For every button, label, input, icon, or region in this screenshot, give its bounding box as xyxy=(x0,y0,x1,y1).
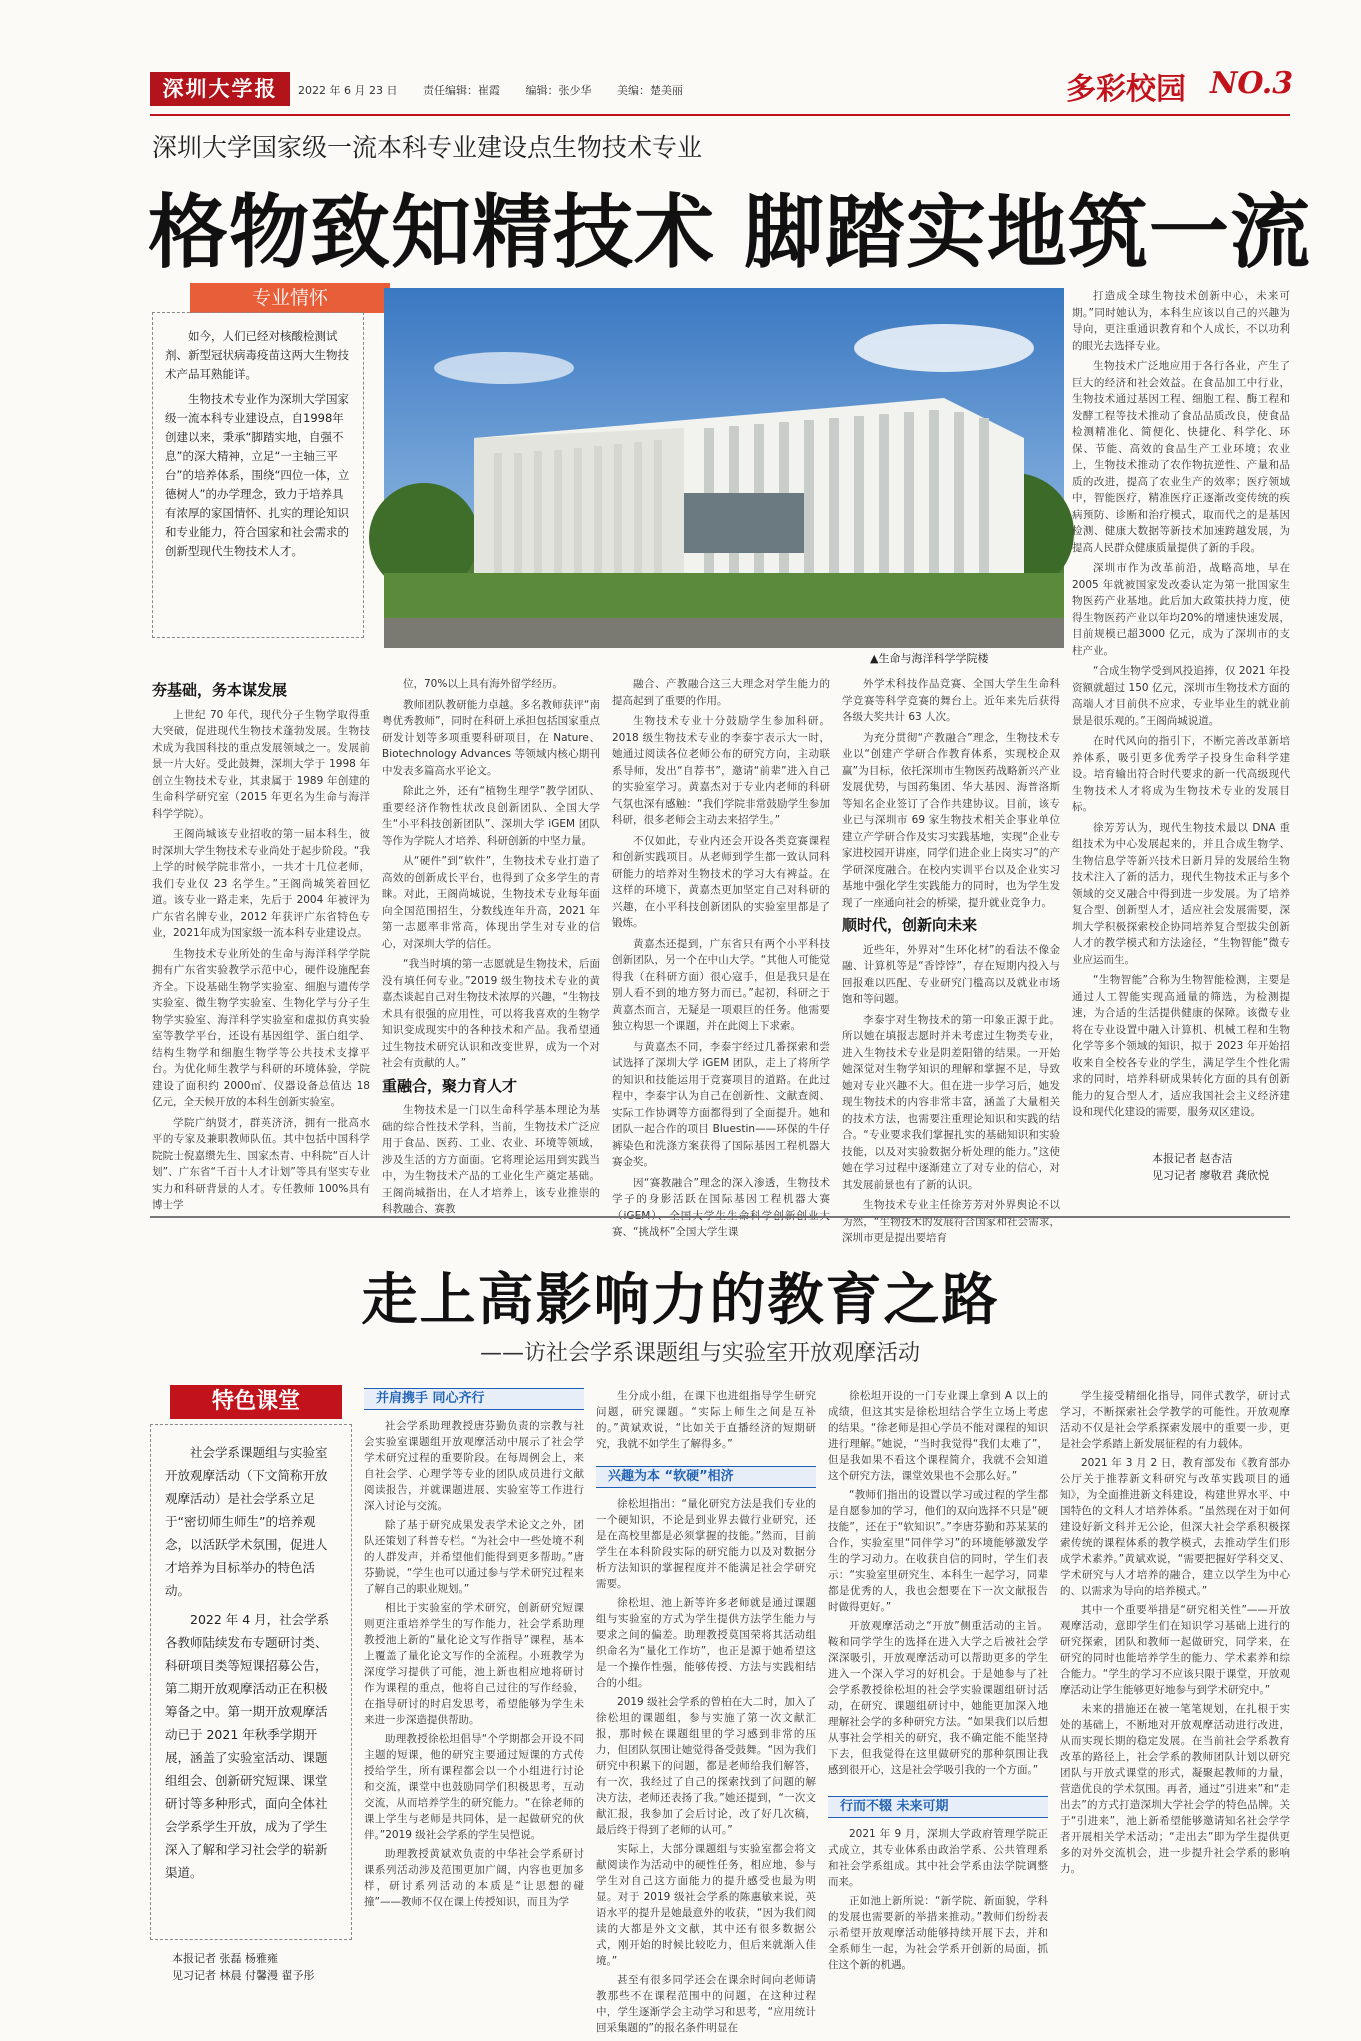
paragraph: 与黄嘉杰不同，李泰宇经过几番探索和尝试选择了深圳大学 iGEM 团队，走上了将所学的知识和技能运用于竞赛项目的道路。在此过程中，李泰宇认为自己在创新性、文献查阅、实际工作协调等方面都得到了全面提升。她和团队一起合作的项目 Bluestin——环保的牛仔裤染色和洗涤方案获得了国际基因工程机器大赛金奖。 xyxy=(612,1040,830,1168)
paragraph: 除了基于研究成果发表学术论文之外，团队还策划了科普专栏。“为社会中一些处境不利的人群发声，并希望他们能得到更多帮助。”唐芬勤说，“学生也可以通过参与学术研究过程来了解自己的职业规划。” xyxy=(364,1519,584,1595)
section-divider xyxy=(150,1216,1290,1218)
paragraph: 生物技术是一门以生命科学基本理论为基础的综合性技术学科，当前，生物技术广泛应用于食品、医药、工业、农业、环境等领域，涉及生活的方方面面。它将理论运用到实践当中，为生物技术产品的工业化生产奠定基础。王阁尚城指出，在人才培养上，该专业推崇的科教融合、赛教 xyxy=(382,1104,600,1215)
article1-kicker: 深圳大学国家级一流本科专业建设点生物技术专业 xyxy=(152,133,703,162)
article2-tag: 特色课堂 xyxy=(170,1385,342,1419)
article2-column-1 xyxy=(364,1388,584,1988)
paragraph: 打造成全球生物技术创新中心，未来可期。”同时她认为，本科生应该以自己的兴趣为导向，更注重通识教育和个人成长，不以功利的眼光去选择专业。 xyxy=(1072,290,1290,352)
article1-byline xyxy=(1152,1150,1269,1184)
paragraph: 开放观摩活动之“开放”侧重活动的主旨。鞍和同学学生的选择在进入大学之后被社会学深深吸引，开放观摩活动可以帮助更多的学生进入一个深入学习的好机会。于是她参与了社会学系教授徐松坦的社会学实验课题组研讨活动，在研究、课题组研讨中，她能更加深入地理解社会学的多种研究方法。“如果我们以后想从事社会学相关的研究，我不确定能不能坚持下去，但我觉得在这里做研究的那种氛围让我感到很开心，这是社会学吸引我的一个方面。” xyxy=(828,1620,1048,1776)
paragraph: 生物技术专业主任徐芳芳对外界舆论不以为然，“生物技术的发展符合国家和社会需求，深圳市更是提出要培育 xyxy=(842,1199,1060,1244)
subsection-tag: 并肩携手 同心齐行 xyxy=(364,1388,584,1410)
paragraph: 实际上，大部分课题组与实验室都会将文献阅读作为活动中的硬性任务，相应地，参与学生对自己这方面能力的提升感受也最为明显。对于 2019 级社会学系的陈惠敏来说，英语水平的提升是她最意外的收获，“因为我们阅读的大都是外文文献，其中还有很多数据公式，刚开始的时候比较吃力，但后来就渐入佳境。” xyxy=(596,1843,816,1967)
byline-reporter: 本报记者 赵杏洁 xyxy=(1152,1152,1233,1165)
paragraph: 社会学系助理教授唐芬勤负责的宗教与社会实验室课题组开放观摩活动中展示了社会学学术研究过程的重要阶段。在每周例会上，来自社会学、心理学等专业的团队成员进行文献阅读报告，并就课题进展、实验室等工作进行深入讨论与交流。 xyxy=(364,1420,584,1512)
paragraph: 生分成小组，在课下也进组指导学生研究问题，研究课题。“实际上师生之间是互补的。”黄斌欢说，“比如关于直播经济的短期研究，我就不如学生了解得多。” xyxy=(596,1390,816,1450)
paragraph: 2021 年 9 月，深圳大学政府管理学院正式成立，其专业体系由政治学系、公共管理系和社会学系组成。其中社会学系由法学院调整而来。 xyxy=(828,1828,1048,1888)
paragraph: 其中一个重要举措是“研究相关性”——开放观摩活动，意即学生们在知识学习基础上进行的研究探索，团队和教师一起做研究，同学来，在研究的同时也能培养学生的能力、学术素养和综合能力。“学生的学习不应该只限于课堂，开放观摩活动让学生能够更好地参与到学术研究中。” xyxy=(1060,1604,1290,1696)
paragraph: 助理教授徐松坦倡导“个学期都会开设不同主题的短课，他的研究主要通过短课的方式传授给学生，所有课程都会以一个小组进行讨论和交流，课堂中也鼓励同学们积极思考，互动交流，从而培养学生的研究能力。“在徐老师的课上学生与老师是共同体，是一起做研究的伙伴。”2019 级社会学系的学生吴恺说。 xyxy=(364,1733,584,1841)
article2-column-3 xyxy=(828,1388,1048,1988)
article2-intro-box xyxy=(150,1424,352,1940)
paragraph: 李泰宇对生物技术的第一印象正源于此。所以她在填报志愿时并未考虑过生物类专业，进入生物技术专业是阴差阳错的结果。一开始她深觉对生物学知识的理解和掌握不足，导致她对专业兴趣不大。但在进一步学习后，她发现生物技术的内容非常丰富，涵盖了大量相关的技术方法，也需要注重理论知识和实践的结合。“专业要求我们掌握扎实的基础知识和实验技能，以及对实验数据分析处理的能力。”这使她在学习过程中逐渐建立了对专业的信心，对其发展前景也有了新的认识。 xyxy=(842,1013,1060,1191)
paragraph: 2019 级社会学系的曾柏在大二时，加入了徐松坦的课题组，参与实施了第一次文献汇报，那时候在课题组里的学习感到非常的压力，但团队氛围让她觉得备受鼓舞。“因为我们研究中积累下的问题，都是老师给我们解答，有一次，我经过了自己的探索找到了问题的解决方法，老师还表扬了我。”她还提到，“一次文献汇报，我参加了会后讨论，改了好几次稿，最后终于得到了老师的认可。” xyxy=(596,1696,816,1836)
photo-caption: ▲生命与海洋科学学院楼 xyxy=(870,652,989,665)
paragraph: 正如池上新所说：“新学院、新面貌，学科的发展也需要新的举措来推动。”教师们纷纷表示希望开放观摩活动能够持续开展下去，并和全系师生一起，为社会学系开创新的局面，抓住这个新的机遇。 xyxy=(828,1895,1048,1971)
intro-paragraph: 生物技术专业作为深圳大学国家级一流本科专业建设点，自1998年创建以来，秉承“脚踏实地，自强不息”的深大精神，立足“一主轴三平台”的培养体系，围绕“四位一体，立德树人”的办学理念，致力于培养具有浓厚的家国情怀、扎实的理论知识和专业能力，符合国家和社会需求的创新型现代生物技术人才。 xyxy=(165,392,350,558)
section-name: 多彩校园 xyxy=(1066,72,1186,107)
paragraph: 在时代风向的指引下，不断完善改革新培养体系，吸引更多优秀学子投身生命科学建设。培育输出符合时代要求的新一代高级现代生物技术人才将成为生物技术专业的发展目标。 xyxy=(1072,735,1290,813)
header-rule xyxy=(150,114,1290,116)
article1-intro-box xyxy=(152,312,364,638)
column-text xyxy=(828,1388,1048,1788)
paragraph: 徐松坦、池上新等许多老师就是通过课题组与实验室的方式为学生提供方法学生能力与要求之间的偏差。助理教授莫国荣将其活动组织命名为“量化工作坊”，也正是源于她希望这是一个操作性强，能够传授、方法与实践相结合的小组。 xyxy=(596,1597,816,1689)
copy-editor: 编辑：张少华 xyxy=(525,84,592,97)
column-text xyxy=(364,1418,584,1990)
newspaper-logo: 深圳大学报 xyxy=(150,72,290,106)
article1-column-3 xyxy=(612,676,830,1238)
paragraph: 从“硬件”到“软件”，生物技术专业打造了高效的创新成长平台，也得到了众多学生的青睐。对此，王阁尚城说，生物技术专业每年面向全国范围招生，分数线连年升高，2021 年第一志愿率非常高，体现出学生对专业的信心，对深圳大学的信任。 xyxy=(382,855,600,950)
paragraph: 融合、产教融合这三大理念对学生能力的提高起到了重要的作用。 xyxy=(612,678,830,707)
article1-column-1 xyxy=(152,676,370,1211)
section-heading: 夯基础，务本谋发展 xyxy=(152,681,288,699)
paragraph: 2021 年 3 月 2 日，教育部发布《教育部办公厅关于推荐新文科研究与改革实践项目的通知》，为全面推进新文科建设，构建世界水平、中国特色的文科人才培养体系。“虽然现在对于如何建设好新文科并无公论，但深大社会学系积极探索传统的课程体系的教学模式，去推动学生们形成学术素养。”黄斌欢说，“需要把握好学科交叉、学术研究与人才培养的融合，建立以学生为中心的、以需求为导向的培养模式。” xyxy=(1060,1457,1290,1597)
article1-headline: 格物致知精技术 脚踏实地筑一流 xyxy=(148,185,1311,279)
subsection-tag: 兴趣为本 “软硬”相济 xyxy=(596,1466,816,1488)
paragraph: 助理教授黄斌欢负责的中华社会学系研讨课系列活动涉及范围更加广阔，内容也更加多样，研讨系列活动的本质是“让思想的碰撞”——教师不仅在课上传授知识，而且为学 xyxy=(364,1848,584,1908)
column-text xyxy=(596,1496,816,2034)
paragraph: 徐芳芳认为，现代生物技术最以 DNA 重组技术为中心发展起来的，并且合成生物学、生物信息学等新兴技术日新月异的发展给生物技术注入了新的活力，现代生物技术正与多个领域的交叉融合中得到进一步发展。为了培养复合型、创新型人才，适应社会发展需要，深圳大学积极探索校企协同培养复合型拔尖创新人才的教学模式和方法途径，“生物智能”微专业应运而生。 xyxy=(1072,821,1290,966)
paragraph: “教师们指出的设置以学习或过程的学生都是自愿参加的学习，他们的双向选择不只是“硬技能”，还在于“软知识”。”李唐芬勤和苏某某的合作，实验室里“同伴学习”的环境能够激发学生的学习动力。在收获自信的同时，学生们表示：“实验室里研究生、本科生一起学习，同辈都是优秀的人，我也会想要在下一次文献报告时做得更好。” xyxy=(828,1489,1048,1613)
paragraph: 黄嘉杰还提到，广东省只有两个小平科技创新团队，另一个在中山大学。“其他人可能觉得我（在科研方面）很心寇手，但是我只是在别人看不到的地方努力而已。”起初，科研之于黄嘉杰而言，无疑是一项艰巨的任务。他需要独立构思一个课题，并在此阅上下求索。 xyxy=(612,937,830,1032)
paragraph: 学生接受精细化指导，同伴式教学，研讨式学习，不断探索社会学教学的可能性。开放观摩活动不仅是社会学系探索发展中的重要一步，更是社会学系踏上新发展征程的有力载体。 xyxy=(1060,1390,1290,1450)
byline-reporter: 本报记者 张磊 杨雅雍 xyxy=(172,1952,278,1965)
paragraph: “我当时填的第一志愿就是生物技术，后面没有填任何专业。”2019 级生物技术专业的黄嘉杰谈起自己对生物技术浓厚的兴趣，“生物技术具有很强的应用性，可以将我喜欢的生物学知识变成现实中的各种技术和产品。我希望通过生物技术研究认识和改变世界，成为一个对社会有贡献的人。” xyxy=(382,958,600,1069)
responsible-editor: 责任编辑：崔霞 xyxy=(422,84,500,97)
article2-column-4 xyxy=(1060,1388,1290,1988)
paragraph: “合成生物学受到风投追捧，仅 2021 年投资额就超过 150 亿元，深圳市生物技术方面的高端人才目前供不应求，专业毕业生的就业前景是很乐观的。”王阁尚城说道。 xyxy=(1072,665,1290,727)
byline-intern: 见习记者 林晨 付馨漫 翟予彤 xyxy=(172,1969,315,1982)
paragraph: 未来的措施还在被一笔笔规划，在扎根于实处的基础上，不断地对开放观摩活动进行改进，从而实现长期的稳定发展。在当前社会学系教育改革的路径上，社会学系的教师团队计划以研究团队与开放式课堂的形式，凝聚起教师的力量，营造优良的学术氛围。再者，通过“引进来”和“走出去”的方式打造深圳大学社会学的特色品牌。关于“引进来”，池上新希望能够邀请知名社会学学者开展相关学术活动；“走出去”即为学生提供更多的对外交流机会，进一步提升社会学系的影响力。 xyxy=(1060,1703,1290,1875)
section-heading: 重融合，聚力育人才 xyxy=(382,1076,518,1095)
section-heading: 顺时代，创新向未来 xyxy=(842,916,978,934)
article1-column-5 xyxy=(1072,288,1290,1136)
article1-tag: 专业情怀 xyxy=(190,283,390,313)
paragraph: 为充分贯彻“产教融合”理念，生物技术专业以“创建产学研合作教育体系，实现校企双赢”为目标，依托深圳市生物医药战略新兴产业发展优势，与国药集团、华大基因、海普洛斯等知名企业签订了合作共建协议。目前，该专业已与深圳市 69 家生物技术相关企事业单位建立产学研合作及实习实践基地，实现“企业专家进校园开讲座，同学们进企业上岗实习”的产学研深度融合。在校内实训平台以及企业实习基地中强化学生实践能力的同时，也为学生发现了一座通向社会的桥梁，提升就业竞争力。 xyxy=(842,731,1060,909)
paragraph: 因“赛教融合”理念的深入渗透，生物技术学子的身影活跃在国际基因工程机器大赛（iGEM）、全国大学生生命科学创新创业大赛、“挑战杯”全国大学生课 xyxy=(612,1176,830,1238)
paragraph: 除此之外，还有“植物生理学”教学团队、重要经济作物性状改良创新团队、全国大学生“小平科技创新团队”、深圳大学 iGEM 团队等作为学院人才培养、科研创新的中坚力量。 xyxy=(382,785,600,847)
byline-intern: 见习记者 廖敬君 龚欣悦 xyxy=(1152,1169,1269,1182)
page-number: NO.3 xyxy=(1210,66,1294,101)
paragraph: 徐松坦指出：“量化研究方法是我们专业的一个硬知识，不论是到业界去做行业研究，还是在高校里都是必须掌握的技能。”然而，目前学生在本科阶段实际的研究能力以及对数据分析方法知识的掌握程度并不能满足社会学研究需要。 xyxy=(596,1498,816,1590)
paragraph: 外学术科技作品竞赛、全国大学生生命科学竞赛等科学竞赛的舞台上。近年来先后获得各级大奖共计 63 人次。 xyxy=(842,678,1060,723)
article2-subhead: ——访社会学系课题组与实验室开放观摩活动 xyxy=(480,1341,921,1366)
paragraph: “生物智能”合称为生物智能检测，主要是通过人工智能实现高通量的筛选，为检测提速，为合适的生活提供健康的保障。该微专业将在专业设置中融入计算机、机械工程和生物化学等多个领域的知识，拟于 2023 年开始招收来自全校各专业的学生，满足学生个性化需求的同时，培养科研成果转化方面的具有创新能力的复合型人才，适应我国社会主义经济建设和现代化建设的需要，服务双区建设。 xyxy=(1072,974,1290,1118)
article2-headline: 走上高影响力的教育之路 xyxy=(361,1267,1000,1333)
article2-byline xyxy=(172,1950,315,1984)
paragraph: 近些年，外界对“生环化材”的看法不像金融、计算机等是“香饽饽”，存在短期内投入与回报难以匹配、专业研究门槛高以及就业市场饱和等问题。 xyxy=(842,943,1060,1005)
paragraph: 王阁尚城该专业招收的第一届本科生，彼时深圳大学生物技术专业尚处于起步阶段。“我上学的时候学院非常小，一共才十几位老师，我们专业仅 23 名学生。”王阁尚城笑着回忆道。该专业一路走来，先后于 2004 年被评为广东省名牌专业，2012 年获评广东省特色专业，2021年成为国家级一流本科专业建设点。 xyxy=(152,828,370,939)
art-editor: 美编：楚美丽 xyxy=(616,84,683,97)
paragraph: 教师团队教研能力卓越。多名教师获评“南粤优秀教师”，同时在科研上承担包括国家重点研发计划等多项重要科研项目，在 Nature、Biotechnology Advances 等领域内核心期刊中发表多篇高水平论文。 xyxy=(382,698,600,777)
intro-paragraph: 如今，人们已经对核酸检测试剂、新型冠状病毒疫苗这两大生物技术产品耳熟能详。 xyxy=(165,329,349,381)
masthead-meta xyxy=(298,82,705,98)
subsection-tag: 行而不辍 未来可期 xyxy=(828,1796,1048,1818)
paragraph: 学院广纳贤才，群英济济，拥有一批高水平的专家及兼职教师队伍。其中包括中国科学院院士倪嘉缵先生、国家杰青、中科院“百人计划”、广东省“千百十人才计划”等具有坚实专业实力和科研背景的人才。专任教师 100%具有博士学 xyxy=(152,1116,370,1211)
paragraph: 生物技术专业十分鼓励学生参加科研。2018 级生物技术专业的李泰宇表示大一时，她通过阅读各位老师公布的研究方向，主动联系导师，发出“自荐书”，邀请“前辈”进入自己的实验室学习。黄嘉杰对于专业内老师的科研气氛也深有感触：“我们学院非常鼓励学生参加科研，很多老师会主动去来招学生。” xyxy=(612,715,830,826)
building-photo xyxy=(384,288,1064,648)
paragraph: 生物技术广泛地应用于各行各业，产生了巨大的经济和社会效益。在食品加工中行业，生物技术通过基因工程、细胞工程、酶工程和发酵工程等技术推动了食品品质改良，使食品检测精准化、简便化、快捷化、科学化、环保、节能、高效的食品生产工业环境；农业上，生物技术推动了农作物抗逆性、产量和品质的改进，提高了农业生产的效率；医疗领域中，智能医疗，精准医疗正逐渐改变传统的疾病预防、诊断和治疗模式，取而代之的是基因检测、健康大数据等新技术加速跨越发展，为提高人民群众健康质量提供了新的手段。 xyxy=(1072,360,1290,554)
paragraph: 上世纪 70 年代，现代分子生物学取得重大突破，促进现代生物技术蓬勃发展。生物技术成为我国科技的重点发展领域之一。发展前景一片大好。受此鼓舞，深圳大学于 1998 年创立生物技术专业，其隶属于 1989 年创建的生命科学研究室（2015 年更名为生命与海洋科学学院）。 xyxy=(152,708,370,820)
paragraph: 生物技术专业所处的生命与海洋科学学院拥有广东省实验教学示范中心，硬件设施配套齐全。下设基础生物学实验室、细胞与遗传学实验室、微生物学实验室、生物化学与分子生物学实验室、海洋科学实验室和虚拟仿真实验室等教学平台，还设有基因组学、蛋白组学、结构生物学和细胞生物学等公共技术支撑平台。为优化师生教学与科研的环境体验，学院建设了面积约 2000㎡、仪器设备总值达 18 亿元，全天候开放的本科生创新实验室。 xyxy=(152,947,370,1108)
intro-paragraph: 2022 年 4 月，社会学系各教师陆续发布专题研讨类、科研项目类等短课招募公告，第二期开放观摩活动正在积极筹备之中。第一期开放观摩活动已于 2021 年秋季学期开展，涵盖了实验室活动、课题组组会、创新研究短课、课堂研讨等多种形式，面向全体社会学系学生开放，成为了学生深入了解和学习社会学的崭新渠道。 xyxy=(165,1612,330,1880)
paragraph: 位，70%以上具有海外留学经历。 xyxy=(403,678,563,690)
issue-date: 2022 年 6 月 23 日 xyxy=(298,84,398,97)
paragraph: 深圳市作为改革前沿，战略高地，早在 2005 年就被国家发改委认定为第一批国家生物医药产业基地。此后加大政策扶持力度，使得生物医药产业以年均20%的增速快速发展，目前规模已超3000 亿元，成为了深圳市的支柱产业。 xyxy=(1072,562,1290,657)
article1-column-2 xyxy=(382,676,600,1215)
intro-paragraph: 社会学系课题组与实验室开放观摩活动（下文简称开放观摩活动）是社会学系立足于“密切师生师生”的培养观念，以活跃学术氛围，促进人才培养为目标举办的特色活动。 xyxy=(165,1445,328,1598)
column-text xyxy=(828,1826,1048,1986)
column-text xyxy=(596,1388,816,1460)
paragraph: 甚至有很多同学还会在课余时间向老师请教那些不在课程范围中的问题，在这种过程中，学生逐渐学会主动学习和思考，“应用统计回采集题的”的报名条件明显在 xyxy=(596,1974,816,2034)
paragraph: 徐松坦开设的一门专业课上拿到 A 以上的成绩，但这其实是徐松坦结合学生立场上考虑的结果。“徐老师是担心学员不能对课程的知识进行理解。”她说，“当时我觉得“我们太难了”，但是我如果不看这个课程简介，我就不会知道这个研究方法，课堂效果也不会那么好。” xyxy=(828,1390,1048,1482)
building-photo-illustration xyxy=(384,288,1064,648)
paragraph: 相比于实验室的学术研究，创新研究短课则更注重培养学生的写作能力，社会学系助理教授池上新的“量化论文写作指导”课程，基本上覆盖了量化论文写作的全流程。小班教学为深度学习提供了可能，池上新也相应地将研讨作为课程的重点，他将自己过往的写作经验，在指导研讨的时启发思考，希望能够为学生未来进一步深造提供帮助。 xyxy=(364,1602,584,1726)
article1-column-4 xyxy=(842,676,1060,1244)
article2-column-2 xyxy=(596,1388,816,2034)
paragraph: 不仅如此，专业内还会开设各类竞赛课程和创新实践项目。从老师到学生都一致认同科研能力的培养对生物技术的学习大有裨益。在这样的环境下，黄嘉杰更加坚定自己对科研的兴趣，在小平科技创新团队的实验室里都是了锻炼。 xyxy=(612,834,830,929)
